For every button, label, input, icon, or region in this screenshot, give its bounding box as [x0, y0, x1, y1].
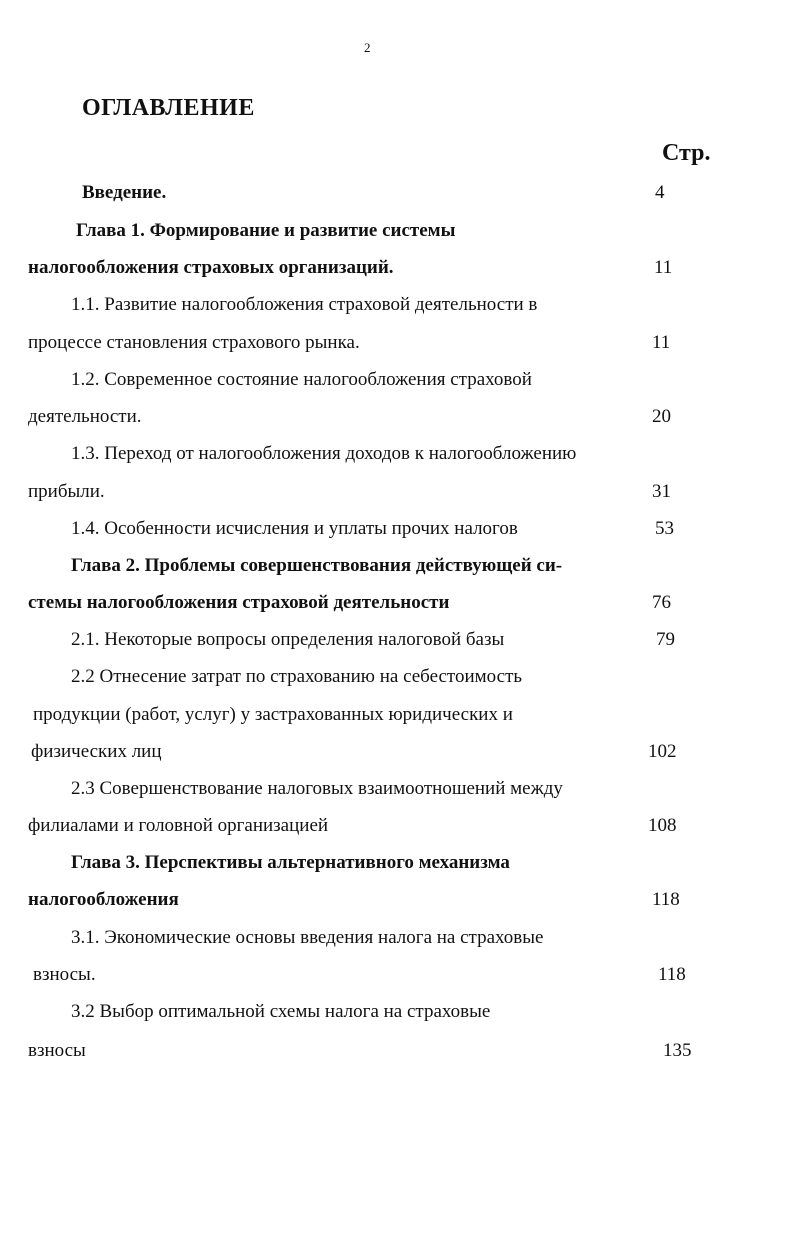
- toc-line: Глава 1. Формирование и развитие системы: [76, 220, 456, 241]
- toc-title: ОГЛАВЛЕНИЕ: [82, 95, 255, 121]
- toc-line: Глава 2. Проблемы совершенствования действующей си-: [71, 555, 563, 576]
- toc-line: прибыли.: [28, 481, 105, 502]
- toc-line: 1.3. Переход от налогообложения доходов к налогообложению: [71, 443, 577, 464]
- toc-line: взносы.: [33, 964, 96, 985]
- toc-line: 2.2 Отнесение затрат по страхованию на себестоимость: [71, 666, 523, 687]
- toc-page-number: 108: [648, 815, 677, 836]
- toc-line: 2.1. Некоторые вопросы определения налоговой базы: [71, 629, 505, 650]
- toc-line: налогообложения: [28, 889, 179, 910]
- toc-line: 1.4. Особенности исчисления и уплаты прочих налогов: [71, 518, 518, 539]
- toc-line: продукции (работ, услуг) у застрахованных юридических и: [33, 704, 513, 725]
- toc-page-number: 31: [652, 481, 671, 502]
- toc-line: 2.3 Совершенствование налоговых взаимоотношений между: [71, 778, 563, 799]
- toc-line: процессе становления страхового рынка.: [28, 332, 360, 353]
- toc-line: Введение.: [82, 182, 167, 203]
- toc-page-number: 76: [652, 592, 671, 613]
- toc-page-number: 102: [648, 741, 677, 762]
- toc-page-number: 4: [655, 182, 665, 203]
- toc-page-number: 79: [656, 629, 675, 650]
- page-column-header: Стр.: [662, 140, 711, 166]
- toc-page-number: 118: [652, 889, 680, 910]
- toc-line: стемы налогообложения страховой деятельности: [28, 592, 450, 613]
- toc-page-number: 11: [654, 257, 673, 278]
- toc-line: Глава 3. Перспективы альтернативного механизма: [71, 852, 510, 873]
- toc-line: 3.2 Выбор оптимальной схемы налога на страховые: [71, 1001, 491, 1022]
- toc-page-number: 20: [652, 406, 671, 427]
- page-number: 2: [364, 40, 371, 55]
- toc-line: деятельности.: [28, 406, 142, 427]
- toc-line: взносы: [28, 1040, 86, 1061]
- toc-page-number: 11: [652, 332, 671, 353]
- toc-line: налогообложения страховых организаций.: [28, 257, 394, 278]
- toc-line: 1.2. Современное состояние налогообложения страховой: [71, 369, 532, 390]
- toc-page-number: 135: [663, 1040, 692, 1061]
- toc-line: филиалами и головной организацией: [28, 815, 329, 836]
- toc-line: 3.1. Экономические основы введения налога на страховые: [71, 927, 544, 948]
- toc-page-number: 118: [658, 964, 686, 985]
- toc-line: 1.1. Развитие налогообложения страховой деятельности в: [71, 294, 538, 315]
- toc-line: физических лиц: [31, 741, 162, 762]
- toc-page-number: 53: [655, 518, 674, 539]
